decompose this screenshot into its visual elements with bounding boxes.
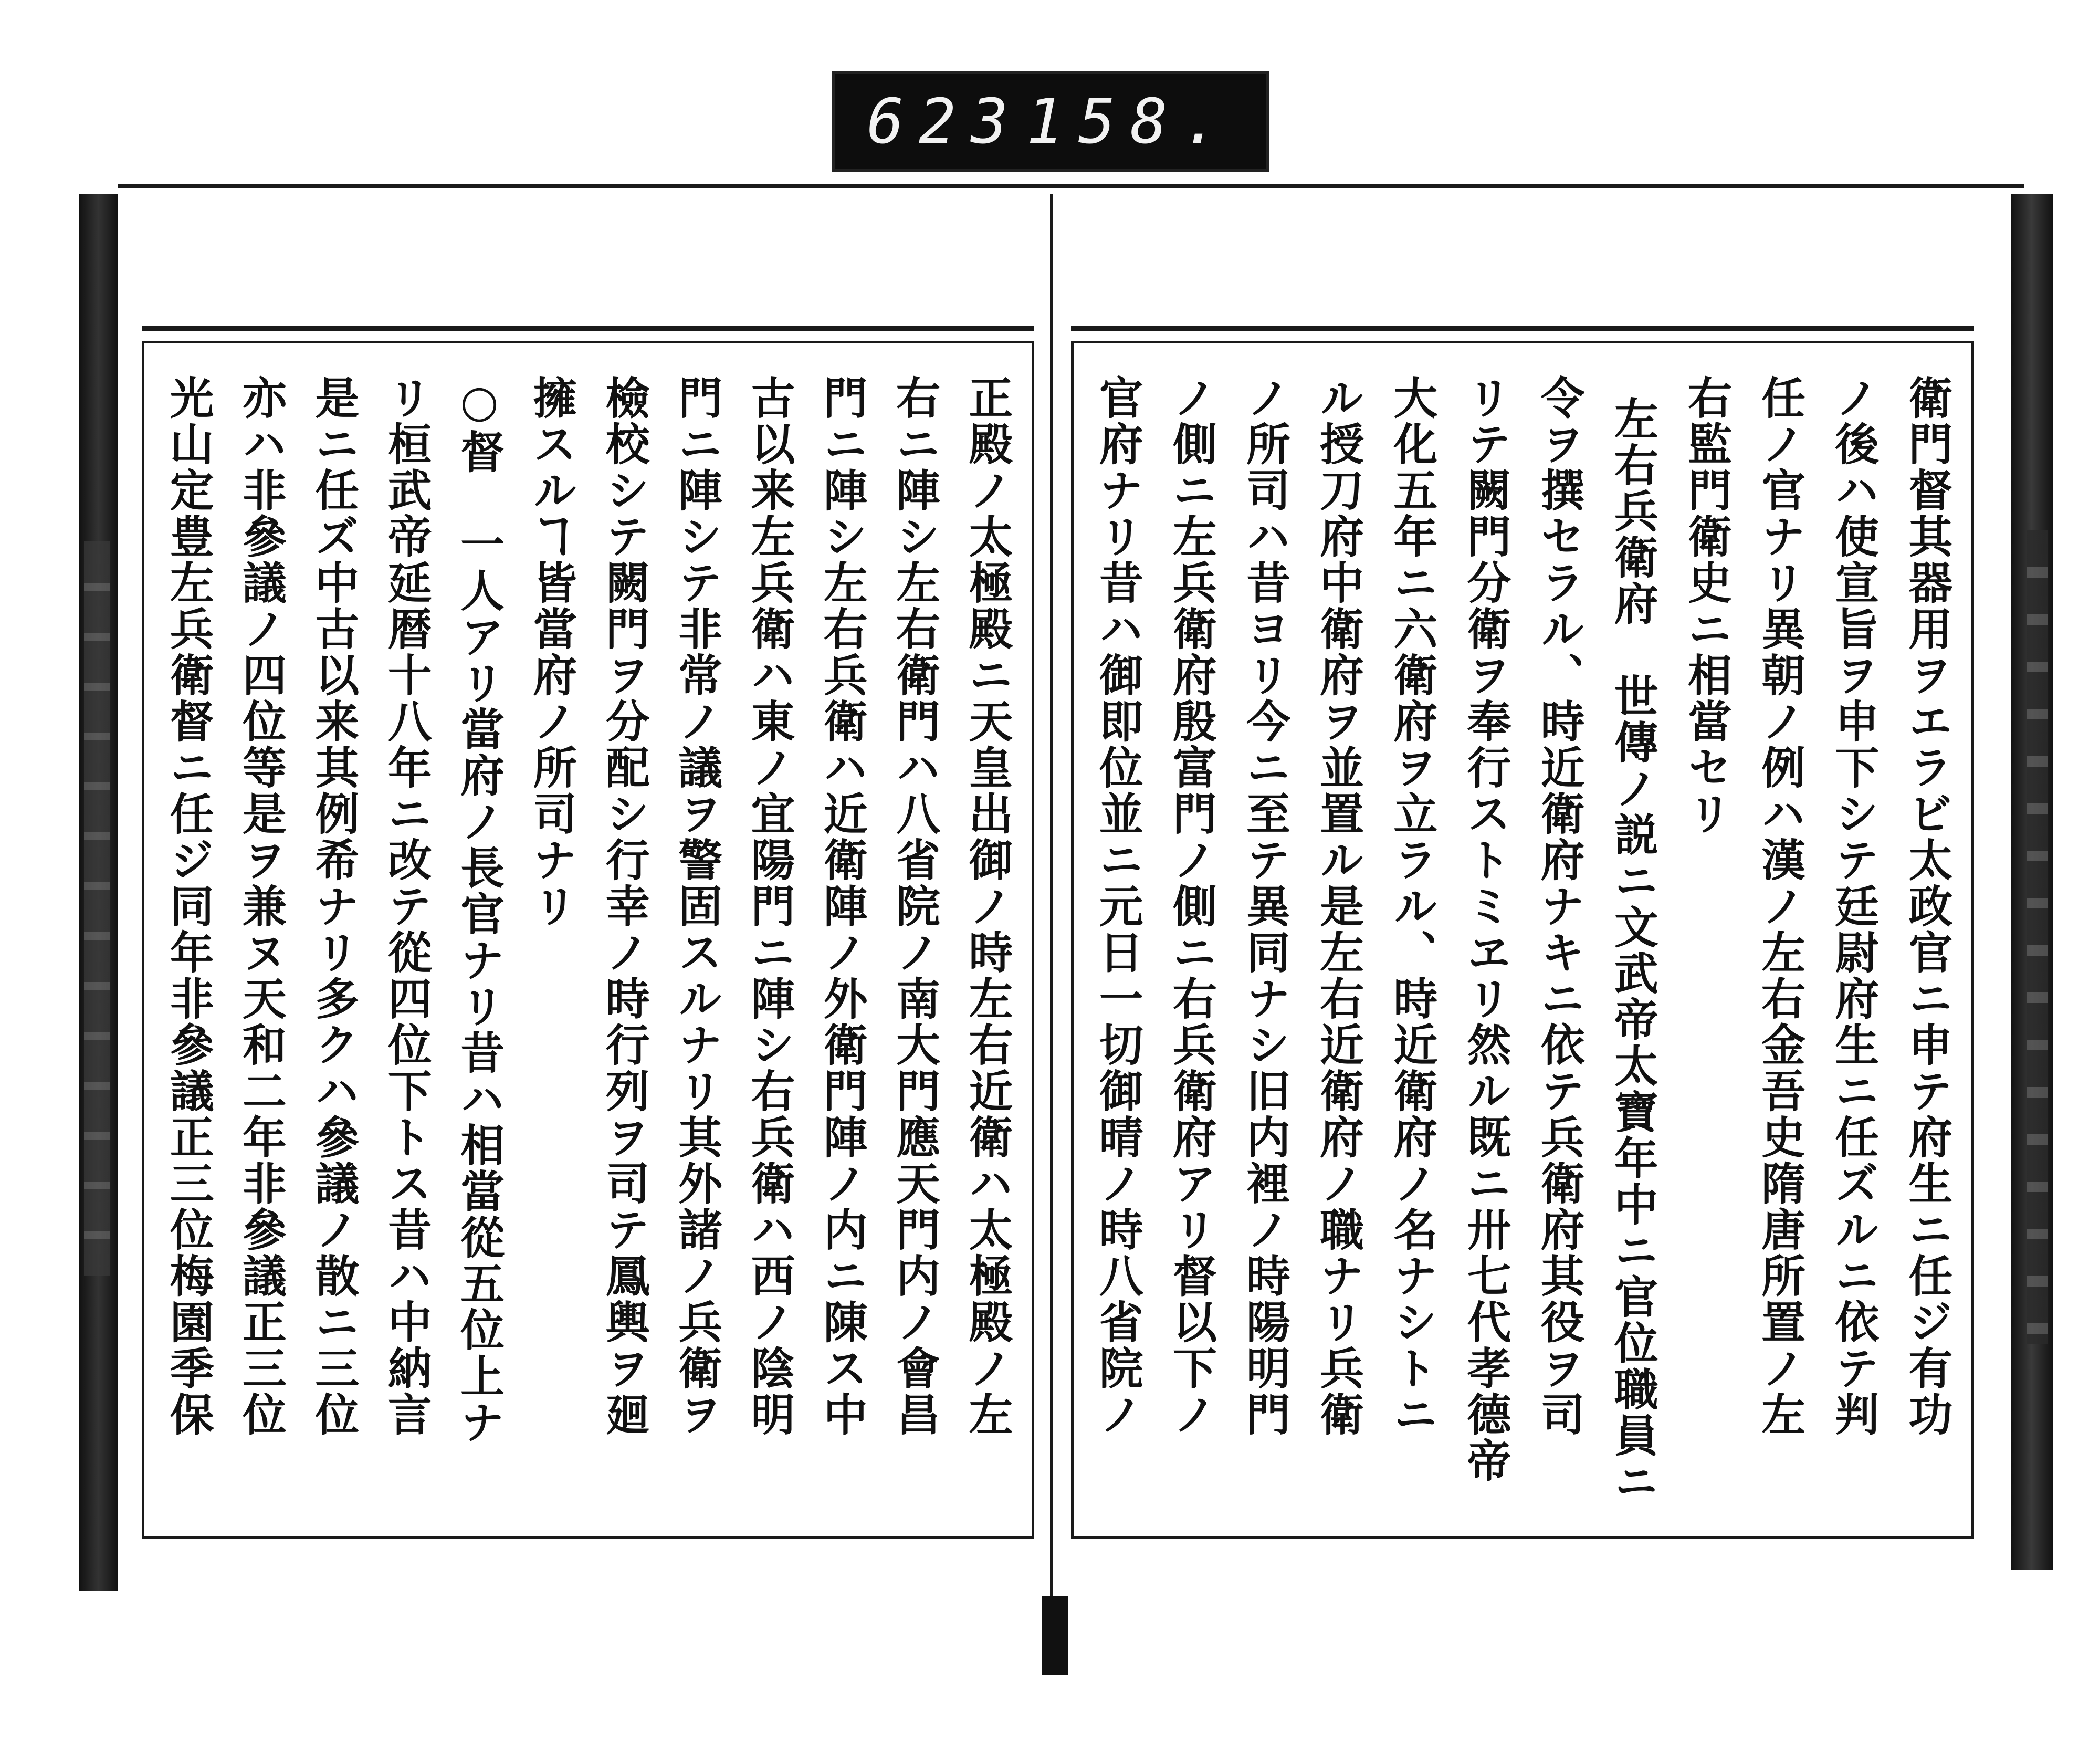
binding-tab [1042, 1596, 1068, 1675]
text-column: ○督 一人アリ當府ノ長官ナリ昔ハ相當從五位上ナ [453, 375, 506, 1446]
film-number-label [832, 71, 1269, 172]
center-fold [1050, 194, 1053, 1654]
right-page-columns [1092, 375, 1954, 1505]
top-page-edge [118, 184, 2024, 188]
text-column: 右ニ陣シ左右衛門ハ八省院ノ南大門應天門内ノ會昌 [889, 375, 941, 1438]
text-column: 左右兵衛府 世傳ノ説ニ文武帝太寶年中ニ官位職員ニ [1607, 396, 1660, 1505]
open-book [68, 173, 2100, 1675]
text-column: ノ側ニ左兵衛府殷富門ノ側ニ右兵衛府アリ督以下ノ [1166, 375, 1218, 1438]
text-column: 大化五年ニ六衛府ヲ立ラル、時近衛府ノ名ナシトニ [1386, 375, 1438, 1438]
text-column: 任ノ官ナリ異朝ノ例ハ漢ノ左右金吾史隋唐所置ノ左 [1754, 375, 1807, 1438]
text-column: 官府ナリ昔ハ御即位並ニ元日一切御晴ノ時八省院ノ [1092, 375, 1144, 1438]
text-column: 令ヲ撰セラル、時近衛府ナキニ依テ兵衛府其役ヲ司 [1534, 375, 1586, 1438]
left-edge-text-strip [84, 541, 110, 1276]
right-header-rule [1071, 326, 1974, 331]
text-column: 門ニ陣シテ非常ノ議ヲ警固スルナリ其外諸ノ兵衛ヲ [671, 375, 723, 1438]
text-column: ノ所司ハ昔ヨリ今ニ至テ異同ナシ旧内裡ノ時陽明門 [1239, 375, 1292, 1438]
text-column: 檢校シテ闕門ヲ分配シ行幸ノ時行列ヲ司テ鳳輿ヲ廻 [598, 375, 651, 1438]
reel-number: 623 [867, 85, 1023, 158]
text-column: 右監門衛史ニ相當セリ [1681, 375, 1733, 837]
text-column: 是ニ任ズ中古以来其例希ナリ多クハ參議ノ散ニ三位 [308, 375, 360, 1438]
text-column: 古以来左兵衛ハ東ノ宜陽門ニ陣シ右兵衛ハ西ノ陰明 [743, 375, 796, 1438]
left-page [142, 341, 1034, 1539]
frame-number: 158. [1026, 85, 1234, 158]
text-column: ル授刀府中衛府ヲ並置ル是左右近衛府ノ職ナリ兵衛 [1312, 375, 1365, 1438]
text-column: リテ闕門分衛ヲ奉行ストミヱリ然ル既ニ卅七代孝德帝 [1460, 375, 1512, 1484]
text-column: 擁スルヿ皆當府ノ所司ナリ [526, 375, 578, 929]
text-column: 門ニ陣シ左右兵衛ハ近衛陣ノ外衛門陣ノ内ニ陳ス中 [816, 375, 869, 1438]
left-page-columns [163, 375, 1014, 1499]
text-column: 衛門督其器用ヲエラビ太政官ニ申テ府生ニ任ジ有功 [1901, 375, 1954, 1438]
text-column: 正殿ノ太極殿ニ天皇出御ノ時左右近衛ハ太極殿ノ左 [961, 375, 1014, 1438]
text-column: リ桓武帝延暦十八年ニ改テ從四位下トス昔ハ中納言 [381, 375, 433, 1438]
right-page [1071, 341, 1974, 1539]
text-column: 亦ハ非參議ノ四位等是ヲ兼ヌ天和二年非參議正三位 [235, 375, 288, 1438]
text-column: ノ後ハ使宣旨ヲ申下シテ廷尉府生ニ任ズルニ依テ判 [1828, 375, 1880, 1438]
text-column: 光山定豊左兵衛督ニ任ジ同年非參議正三位梅園季保 [163, 375, 215, 1438]
left-header-rule [142, 326, 1034, 331]
right-edge-text-strip [2026, 530, 2048, 1344]
